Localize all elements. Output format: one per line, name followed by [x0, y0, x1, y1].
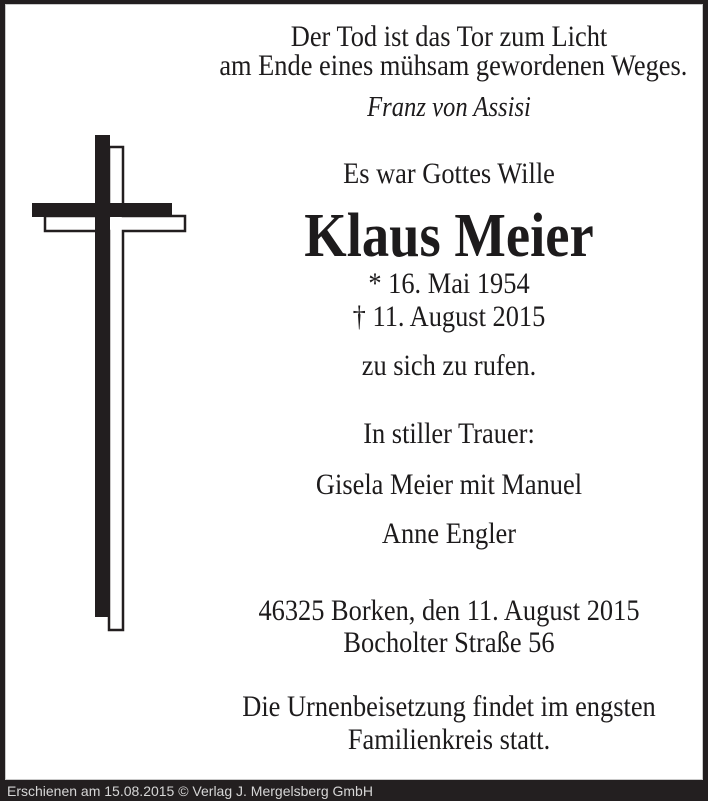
publication-note: Erschienen am 15.08.2015 © Verlag J. Mergelsberg GmbH [7, 782, 373, 799]
funeral-line-1: Die Urnenbeisetzung findet im engsten [242, 690, 656, 723]
death-date: † 11. August 2015 [352, 300, 546, 333]
publisher-bar [0, 780, 708, 801]
cross-icon [0, 0, 190, 640]
mourner-line: Gisela Meier mit Manuel [315, 468, 583, 501]
funeral-info [219, 690, 678, 756]
funeral-line-2: Familienkreis statt. [347, 723, 551, 756]
place-date-line: 46325 Borken, den 11. August 2015 [258, 594, 640, 627]
mourner-line: Anne Engler [381, 517, 517, 550]
quote-attribution: Franz von Assisi [367, 92, 531, 123]
quote-line-1: Der Tod ist das Tor zum Licht [290, 20, 608, 53]
address-line: Bocholter Straße 56 [343, 626, 555, 659]
intro-line: Es war Gottes Wille [343, 157, 555, 190]
place-and-address [219, 595, 678, 659]
life-dates [219, 267, 678, 333]
quote-line-2: am Ende eines mühsam gewordenen Weges. [219, 49, 688, 82]
opening-quote [219, 20, 688, 82]
intro-continuation: zu sich zu rufen. [361, 349, 537, 382]
mourning-header: In stiller Trauer: [363, 417, 535, 450]
deceased-name: Klaus Meier [304, 202, 594, 270]
birth-date: * 16. Mai 1954 [368, 267, 530, 300]
